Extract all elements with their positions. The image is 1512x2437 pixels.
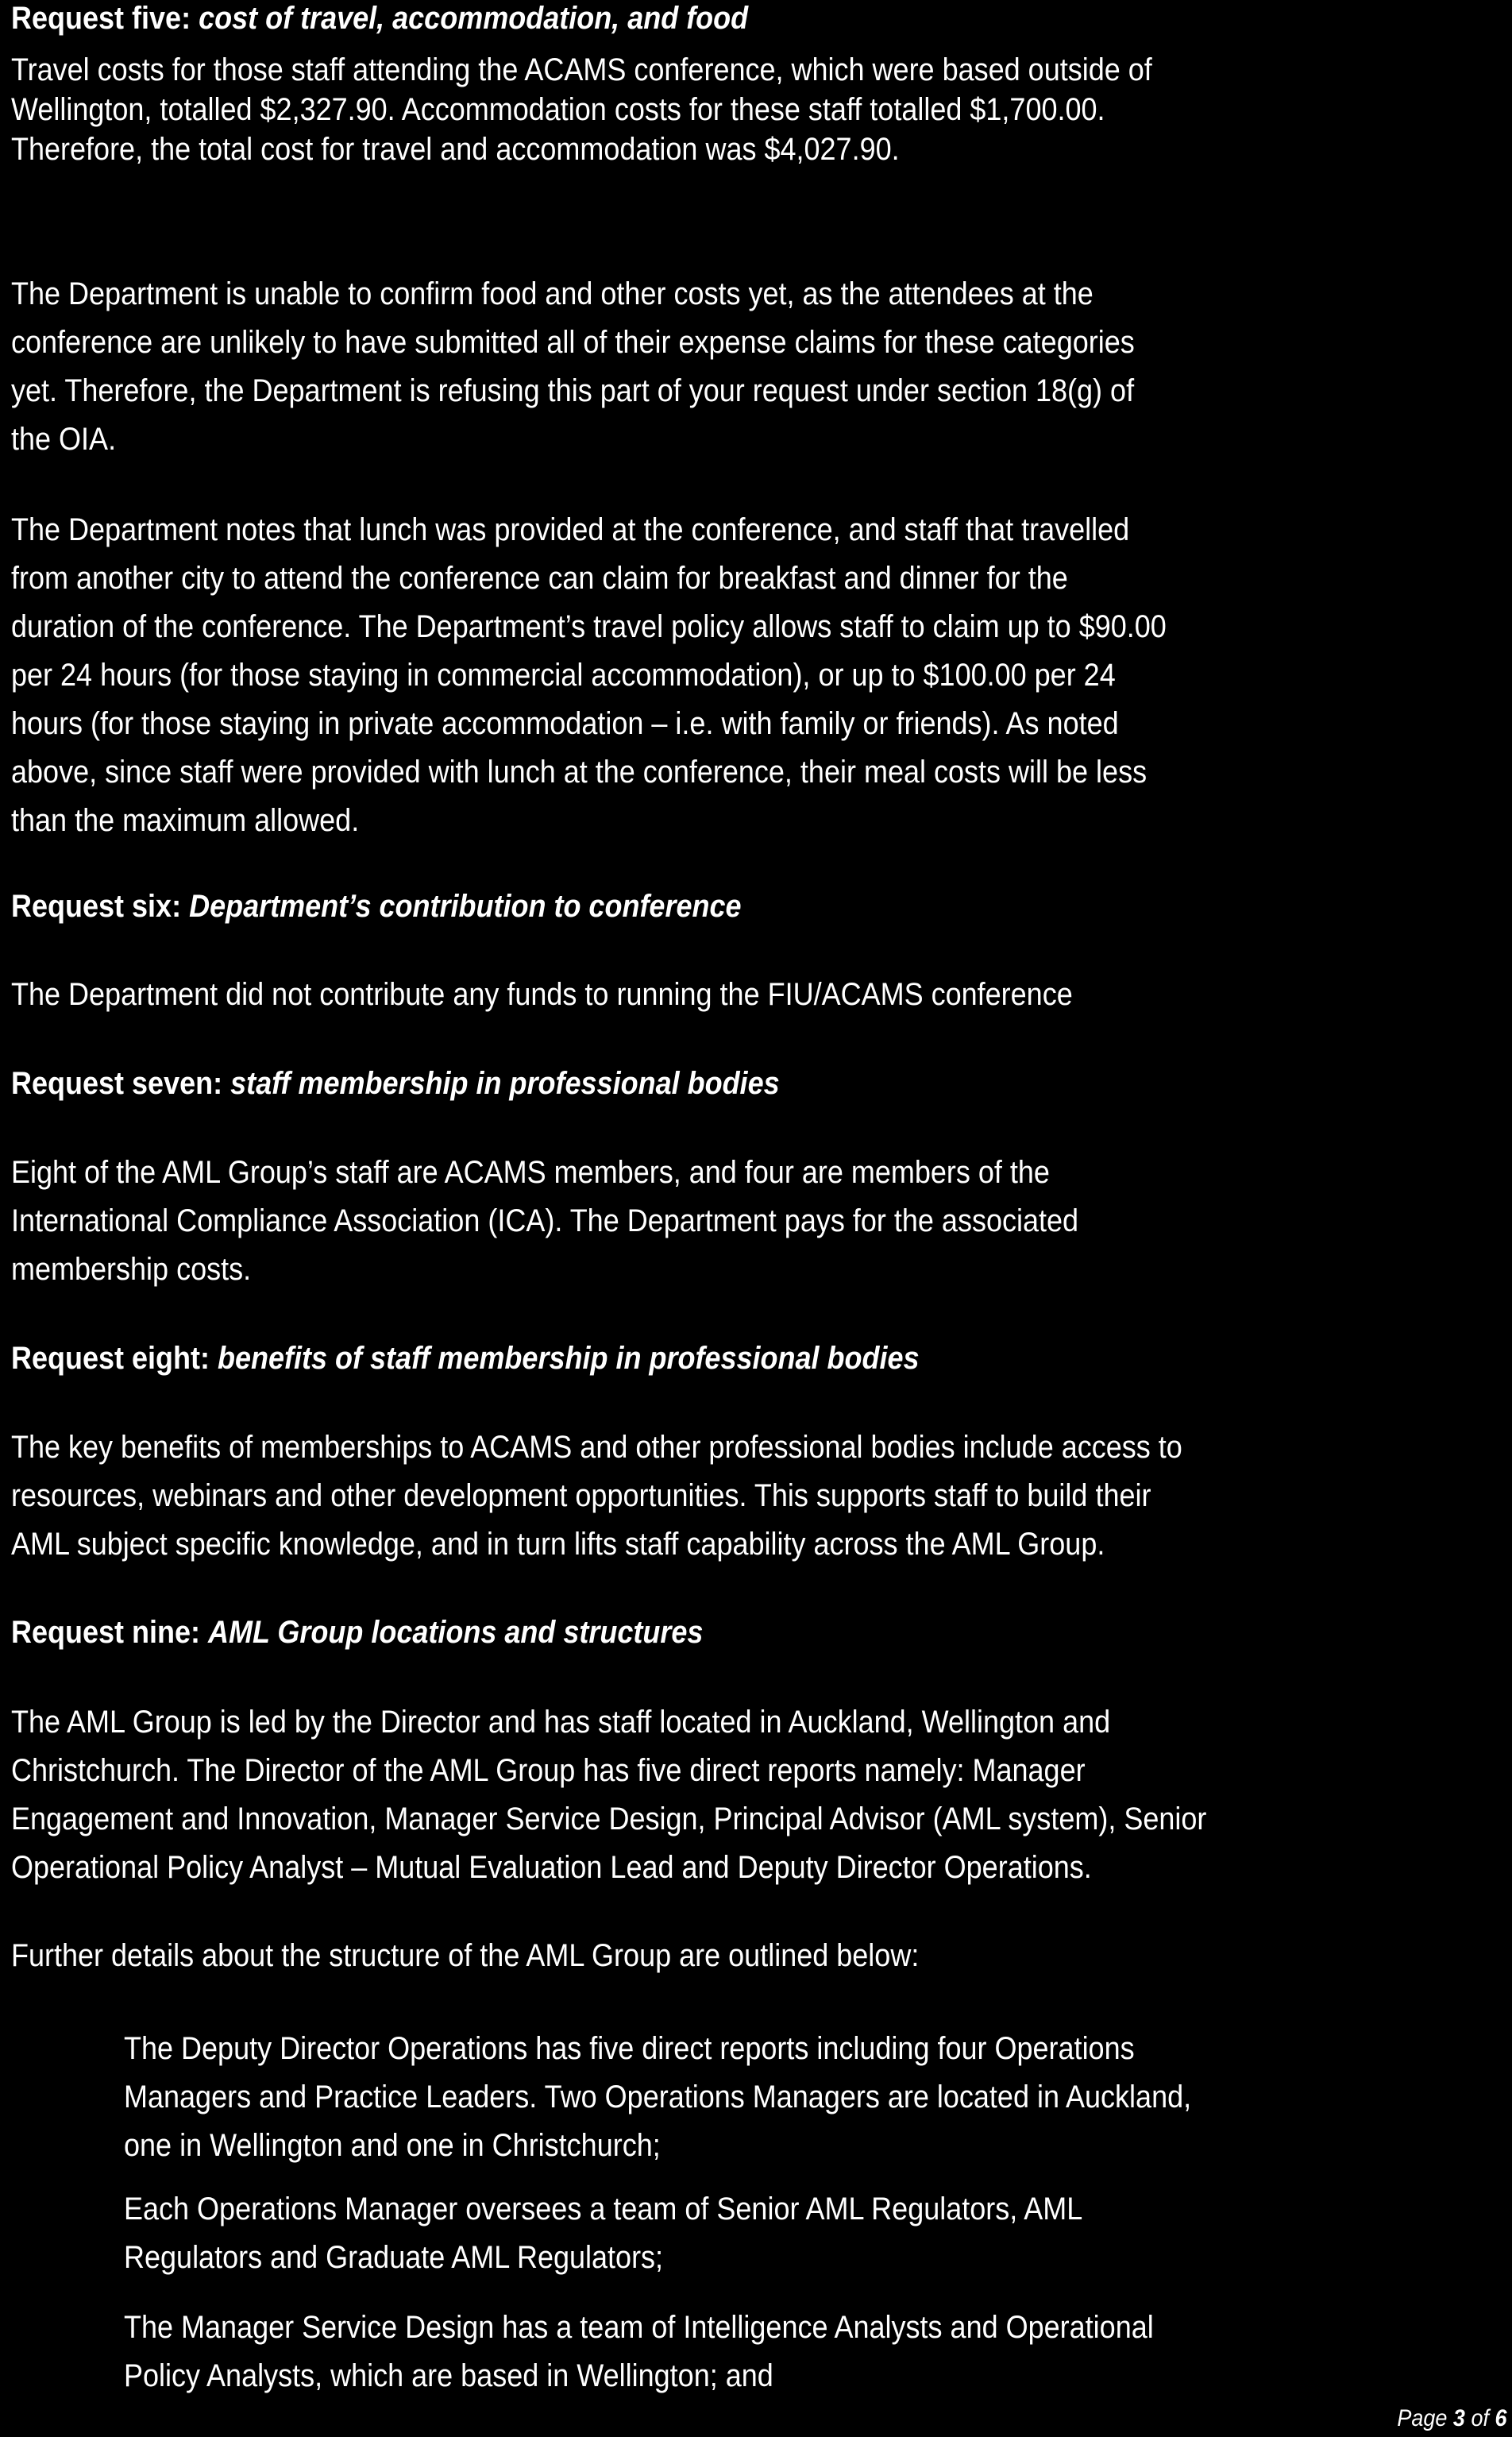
page-total: 6 xyxy=(1495,2405,1507,2431)
text-line: one in Wellington and one in Christchurch; xyxy=(124,2128,661,2163)
heading-label: Request nine: xyxy=(11,1615,201,1650)
text-line: Christchurch. The Director of the AML Group has five direct reports namely: Manager xyxy=(11,1753,1086,1788)
text-line: The key benefits of memberships to ACAMS and other professional bodies include access to xyxy=(11,1430,1182,1465)
text-line: Engagement and Innovation, Manager Service Design, Principal Advisor (AML system), Senior xyxy=(11,1802,1207,1836)
heading-topic: cost of travel, accommodation, and food xyxy=(199,1,749,36)
list-item-operations-manager xyxy=(124,2185,1082,2282)
paragraph-meal-policy xyxy=(11,506,1167,845)
page-current: 3 xyxy=(1453,2405,1466,2431)
list-item-service-design xyxy=(124,2304,1154,2400)
text-line: The Department did not contribute any funds to running the FIU/ACAMS conference xyxy=(11,977,1073,1012)
text-line: conference are unlikely to have submitted all of their expense claims for these categories xyxy=(11,325,1135,360)
text-line: Therefore, the total cost for travel and accommodation was $4,027.90. xyxy=(11,132,900,167)
list-item-deputy-director xyxy=(124,2025,1191,2170)
text-line: International Compliance Association (ICA). The Department pays for the associated xyxy=(11,1203,1079,1238)
page-of: of xyxy=(1471,2405,1490,2431)
text-line: The Manager Service Design has a team of Intelligence Analysts and Operational xyxy=(124,2310,1154,2345)
heading-label: Request six: xyxy=(11,889,182,924)
text-line: yet. Therefore, the Department is refusing this part of your request under section 18(g) of xyxy=(11,373,1135,408)
heading-request-seven xyxy=(11,1060,780,1108)
text-line: Wellington, totalled $2,327.90. Accommodation costs for these staff totalled $1,700.00. xyxy=(11,92,1105,127)
text-line: resources, webinars and other development opportunities. This supports staff to build their xyxy=(11,1478,1151,1513)
text-line: Travel costs for those staff attending the ACAMS conference, which were based outside of xyxy=(11,52,1152,87)
paragraph-locations xyxy=(11,1698,1206,1892)
heading-label: Request eight: xyxy=(11,1341,210,1376)
text-line: membership costs. xyxy=(11,1252,252,1287)
heading-topic: Department’s contribution to conference xyxy=(189,889,742,924)
heading-request-six xyxy=(11,882,742,931)
text-line: the OIA. xyxy=(11,422,117,457)
text-line: per 24 hours (for those staying in commercial accommodation), or up to $100.00 per 24 xyxy=(11,658,1116,693)
paragraph-contribution xyxy=(11,971,1073,1019)
text-line: The Department notes that lunch was provided at the conference, and staff that travelled xyxy=(11,512,1130,547)
text-line: The AML Group is led by the Director and has staff located in Auckland, Wellington and xyxy=(11,1705,1111,1740)
text-line: hours (for those staying in private accommodation – i.e. with family or friends). As noted xyxy=(11,706,1119,741)
heading-request-five xyxy=(11,0,748,43)
text-line: Further details about the structure of the AML Group are outlined below: xyxy=(11,1938,920,1973)
page-number xyxy=(1398,2405,1507,2432)
text-line: Each Operations Manager oversees a team of Senior AML Regulators, AML xyxy=(124,2192,1083,2227)
text-line: Regulators and Graduate AML Regulators; xyxy=(124,2240,664,2275)
text-line: Operational Policy Analyst – Mutual Evaluation Lead and Deputy Director Operations. xyxy=(11,1850,1092,1885)
paragraph-travel-costs xyxy=(11,50,1152,169)
heading-label: Request seven: xyxy=(11,1066,223,1101)
text-line: than the maximum allowed. xyxy=(11,803,360,838)
text-line: above, since staff were provided with lunch at the conference, their meal costs will be less xyxy=(11,755,1148,790)
text-line: AML subject specific knowledge, and in turn lifts staff capability across the AML Group. xyxy=(11,1527,1105,1562)
text-line: Managers and Practice Leaders. Two Operations Managers are located in Auckland, xyxy=(124,2080,1192,2115)
heading-topic: AML Group locations and structures xyxy=(208,1615,704,1650)
heading-request-eight xyxy=(11,1334,920,1383)
text-line: duration of the conference. The Department’s travel policy allows staff to claim up to $90.00 xyxy=(11,609,1167,644)
paragraph-structure-intro xyxy=(11,1932,919,1980)
paragraph-food-costs xyxy=(11,270,1135,464)
text-line: The Department is unable to confirm food and other costs yet, as the attendees at the xyxy=(11,276,1094,311)
paragraph-benefits xyxy=(11,1423,1182,1569)
text-line: The Deputy Director Operations has five direct reports including four Operations xyxy=(124,2031,1135,2066)
text-line: Policy Analysts, which are based in Wellington; and xyxy=(124,2358,773,2393)
page-prefix: Page xyxy=(1397,2405,1448,2431)
heading-label: Request five: xyxy=(11,1,191,36)
text-line: from another city to attend the conference can claim for breakfast and dinner for the xyxy=(11,561,1068,596)
heading-request-nine xyxy=(11,1609,703,1657)
text-line: Eight of the AML Group’s staff are ACAMS members, and four are members of the xyxy=(11,1155,1050,1190)
heading-topic: benefits of staff membership in professional bodies xyxy=(218,1341,920,1376)
heading-topic: staff membership in professional bodies xyxy=(230,1066,780,1101)
paragraph-membership xyxy=(11,1149,1078,1294)
